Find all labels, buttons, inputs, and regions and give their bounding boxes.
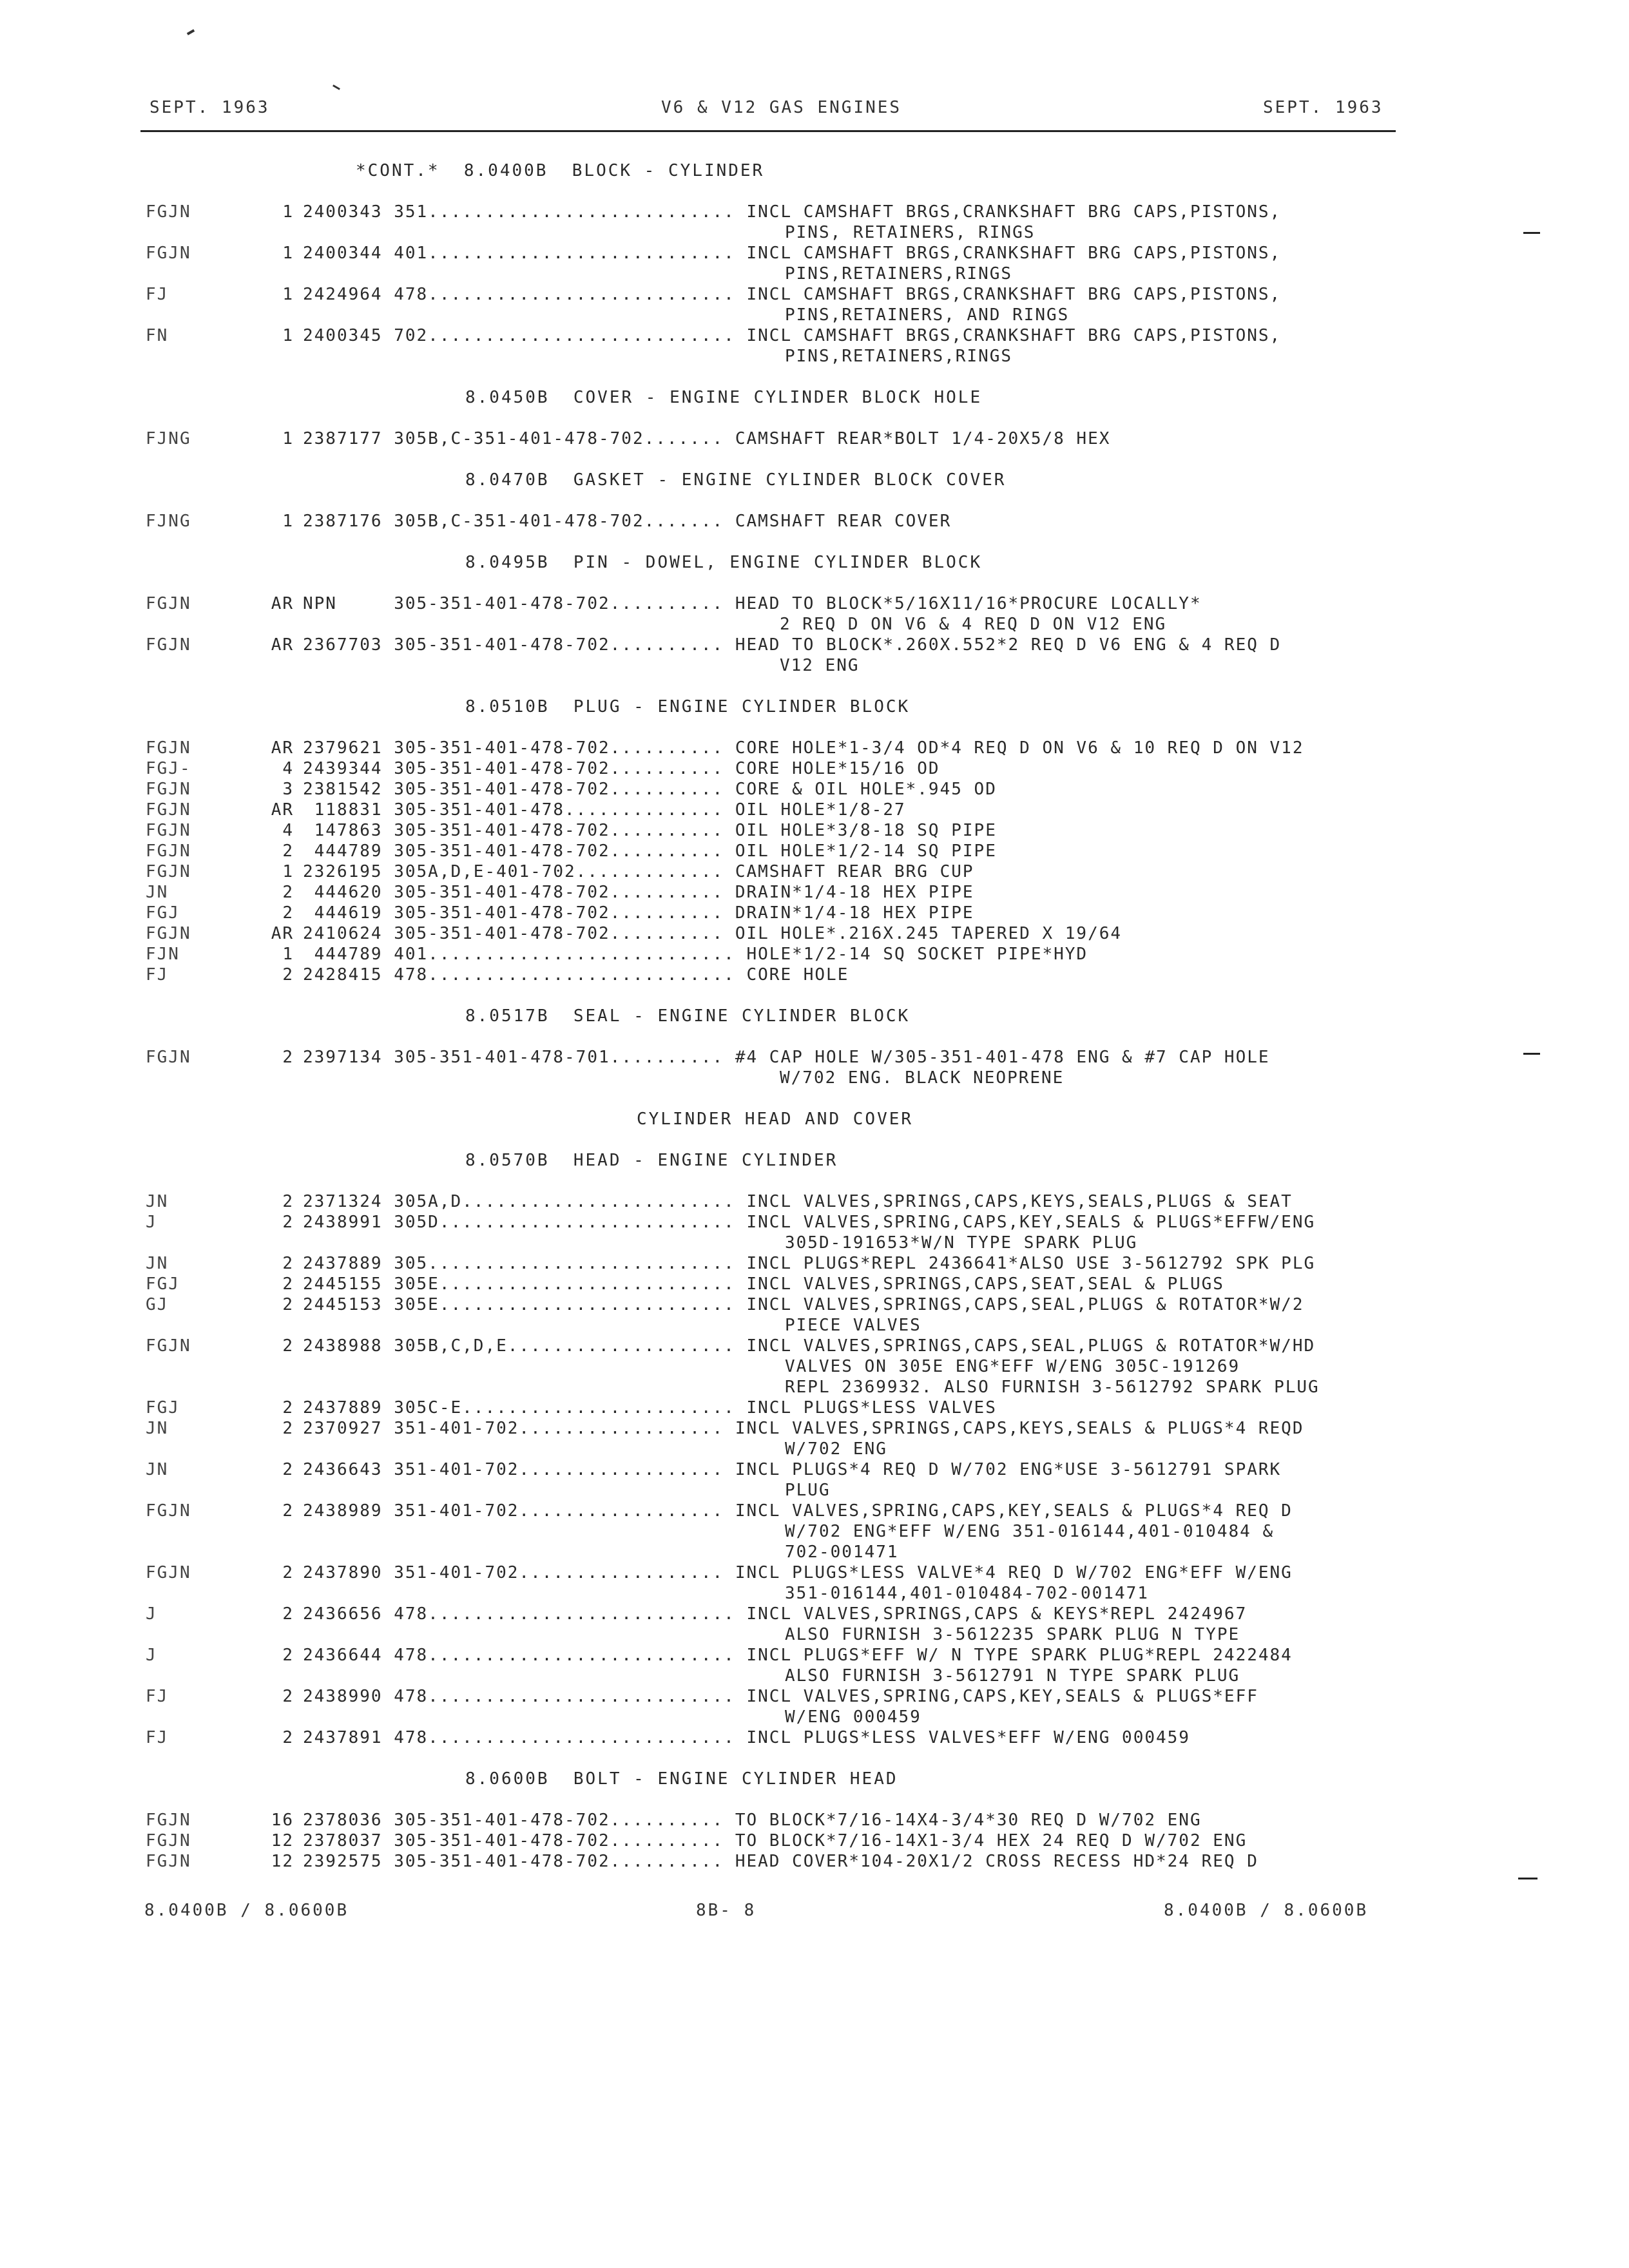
quantity: 3 [282, 780, 294, 799]
model-code: GJ [146, 1295, 169, 1314]
quantity: AR [271, 924, 294, 943]
part-line: 2428415 478........................... CORE HOLE [303, 965, 849, 985]
model-code: FGJN [146, 1852, 191, 1871]
section-title: 8.0450B COVER - ENGINE CYLINDER BLOCK HOLE [465, 388, 983, 407]
quantity: 12 [271, 1831, 294, 1850]
quantity: 16 [271, 1811, 294, 1830]
quantity: 2 [282, 1563, 294, 1582]
part-line: 2400344 401........................... INCL CAMSHAFT BRGS,CRANKSHAFT BRG CAPS,PISTONS, [303, 244, 1282, 263]
model-code: FGJN [146, 738, 191, 758]
quantity: 2 [282, 1254, 294, 1273]
quantity: 2 [282, 903, 294, 923]
section-title: CYLINDER HEAD AND COVER [637, 1110, 914, 1129]
part-line: NPN 305-351-401-478-702.......... HEAD TO BLOCK*5/16X11/16*PROCURE LOCALLY* [303, 594, 1202, 613]
model-code: FJ [146, 1728, 169, 1747]
part-description-continued: PINS, RETAINERS, RINGS [785, 223, 1036, 242]
model-code: FGJ [146, 1398, 180, 1418]
margin-mark [1518, 1878, 1537, 1879]
part-line: 147863 305-351-401-478-702.......... OIL HOLE*3/8-18 SQ PIPE [303, 821, 997, 840]
part-line: 444620 305-351-401-478-702.......... DRAIN*1/4-18 HEX PIPE [303, 883, 974, 902]
quantity: AR [271, 738, 294, 758]
quantity: 2 [282, 841, 294, 861]
quantity: 2 [282, 1728, 294, 1747]
quantity: 2 [282, 1192, 294, 1211]
part-line: 2436643 351-401-702.................. INCL PLUGS*4 REQ D W/702 ENG*USE 3-5612791 SPARK [303, 1460, 1282, 1479]
part-line: 2392575 305-351-401-478-702.......... HEAD COVER*104-20X1/2 CROSS RECESS HD*24 REQ D [303, 1852, 1258, 1871]
part-description-continued: W/702 ENG. BLACK NEOPRENE [780, 1068, 1065, 1088]
model-code: FGJ [146, 1274, 180, 1294]
part-line: 2387177 305B,C-351-401-478-702....... CAMSHAFT REAR*BOLT 1/4-20X5/8 HEX [303, 429, 1111, 448]
model-code: FGJN [146, 841, 191, 861]
part-description-continued: VALVES ON 305E ENG*EFF W/ENG 305C-191269 [785, 1357, 1240, 1376]
section-title: 8.0600B BOLT - ENGINE CYLINDER HEAD [465, 1769, 898, 1789]
model-code: FJ [146, 1687, 169, 1706]
part-line: 2445153 305E.......................... INCL VALVES,SPRINGS,CAPS,SEAL,PLUGS & ROTATOR*W/2 [303, 1295, 1304, 1314]
model-code: FJ [146, 965, 169, 985]
scan-speck [187, 29, 195, 35]
model-code: JN [146, 1254, 169, 1273]
part-line: 118831 305-351-401-478.............. OIL HOLE*1/8-27 [303, 800, 906, 820]
header-date-left: SEPT. 1963 [149, 98, 270, 117]
model-code: J [146, 1646, 157, 1665]
model-code: FGJN [146, 1336, 191, 1356]
quantity: 1 [282, 202, 294, 222]
quantity: 2 [282, 1336, 294, 1356]
part-line: 2378037 305-351-401-478-702.......... TO BLOCK*7/16-14X1-3/4 HEX 24 REQ D W/702 ENG [303, 1831, 1248, 1850]
part-line: 2378036 305-351-401-478-702.......... TO BLOCK*7/16-14X4-3/4*30 REQ D W/702 ENG [303, 1811, 1202, 1830]
part-line: 2438989 351-401-702.................. INCL VALVES,SPRING,CAPS,KEY,SEALS & PLUGS*4 REQ D [303, 1501, 1293, 1521]
quantity: 2 [282, 1274, 294, 1294]
part-line: 2326195 305A,D,E-401-702............. CAMSHAFT REAR BRG CUP [303, 862, 974, 881]
quantity: AR [271, 800, 294, 820]
header-rule [140, 130, 1396, 132]
footer-range-right: 8.0400B / 8.0600B [1164, 1901, 1369, 1920]
part-description-continued: 305D-191653*W/N TYPE SPARK PLUG [785, 1233, 1138, 1253]
quantity: 2 [282, 1048, 294, 1067]
part-line: 2370927 351-401-702.................. INCL VALVES,SPRINGS,CAPS,KEYS,SEALS & PLUGS*4 REQD [303, 1419, 1304, 1438]
header-title: V6 & V12 GAS ENGINES [661, 98, 902, 117]
quantity: 12 [271, 1852, 294, 1871]
section-title: 8.0510B PLUG - ENGINE CYLINDER BLOCK [465, 697, 911, 716]
model-code: FGJN [146, 862, 191, 881]
quantity: 1 [282, 326, 294, 345]
part-description-continued: 702-001471 [785, 1542, 899, 1562]
model-code: FGJN [146, 244, 191, 263]
model-code: FGJN [146, 594, 191, 613]
model-code: FJNG [146, 512, 191, 531]
part-description-continued: W/ENG 000459 [785, 1707, 921, 1727]
footer-range-left: 8.0400B / 8.0600B [144, 1901, 349, 1920]
part-line: 2400343 351........................... INCL CAMSHAFT BRGS,CRANKSHAFT BRG CAPS,PISTONS, [303, 202, 1282, 222]
margin-mark [1523, 232, 1540, 234]
quantity: 4 [282, 759, 294, 778]
quantity: 2 [282, 1604, 294, 1624]
model-code: JN [146, 1192, 169, 1211]
part-description-continued: ALSO FURNISH 3-5612235 SPARK PLUG N TYPE [785, 1625, 1240, 1644]
model-code: FGJN [146, 1563, 191, 1582]
model-code: J [146, 1213, 157, 1232]
quantity: 2 [282, 883, 294, 902]
part-line: 2438991 305D.......................... INCL VALVES,SPRING,CAPS,KEY,SEALS & PLUGS*EFFW/ENG [303, 1213, 1316, 1232]
part-line: 2438990 478........................... INCL VALVES,SPRING,CAPS,KEY,SEALS & PLUGS*EFF [303, 1687, 1258, 1706]
part-description-continued: 2 REQ D ON V6 & 4 REQ D ON V12 ENG [780, 615, 1167, 634]
scan-speck [333, 84, 340, 90]
model-code: FJN [146, 945, 180, 964]
model-code: FGJN [146, 1048, 191, 1067]
part-line: 444789 401........................... HOLE*1/2-14 SQ SOCKET PIPE*HYD [303, 945, 1088, 964]
part-line: 2445155 305E.......................... INCL VALVES,SPRINGS,CAPS,SEAT,SEAL & PLUGS [303, 1274, 1224, 1294]
model-code: FJ [146, 285, 169, 304]
model-code: FGJN [146, 1811, 191, 1830]
model-code: JN [146, 1460, 169, 1479]
part-line: 2424964 478........................... INCL CAMSHAFT BRGS,CRANKSHAFT BRG CAPS,PISTONS, [303, 285, 1282, 304]
model-code: FGJ- [146, 759, 191, 778]
part-line: 444789 305-351-401-478-702.......... OIL HOLE*1/2-14 SQ PIPE [303, 841, 997, 861]
part-line: 2381542 305-351-401-478-702.......... CORE & OIL HOLE*.945 OD [303, 780, 997, 799]
part-description-continued: ALSO FURNISH 3-5612791 N TYPE SPARK PLUG [785, 1666, 1240, 1686]
part-line: 2437889 305C-E........................ INCL PLUGS*LESS VALVES [303, 1398, 997, 1418]
section-title: 8.0470B GASKET - ENGINE CYLINDER BLOCK COVER [465, 470, 1007, 490]
quantity: 2 [282, 1213, 294, 1232]
section-title: *CONT.* 8.0400B BLOCK - CYLINDER [356, 161, 765, 180]
model-code: FGJN [146, 1501, 191, 1521]
model-code: FGJN [146, 821, 191, 840]
part-description-continued: W/702 ENG*EFF W/ENG 351-016144,401-010484 & [785, 1522, 1275, 1541]
part-line: 2437890 351-401-702.................. INCL PLUGS*LESS VALVE*4 REQ D W/702 ENG*EFF W/ENG [303, 1563, 1293, 1582]
part-line: 2410624 305-351-401-478-702.......... OIL HOLE*.216X.245 TAPERED X 19/64 [303, 924, 1123, 943]
part-description-continued: 351-016144,401-010484-702-001471 [785, 1584, 1149, 1603]
quantity: 1 [282, 429, 294, 448]
part-description-continued: V12 ENG [780, 656, 860, 675]
part-description-continued: W/702 ENG [785, 1439, 887, 1459]
quantity: 2 [282, 1419, 294, 1438]
quantity: AR [271, 635, 294, 655]
part-line: 2437889 305........................... INCL PLUGS*REPL 2436641*ALSO USE 3-5612792 SPK PLG [303, 1254, 1316, 1273]
quantity: 2 [282, 1687, 294, 1706]
quantity: 2 [282, 1295, 294, 1314]
part-line: 2438988 305B,C,D,E.................... INCL VALVES,SPRINGS,CAPS,SEAL,PLUGS & ROTATOR*W/HD [303, 1336, 1316, 1356]
model-code: FGJN [146, 635, 191, 655]
quantity: 4 [282, 821, 294, 840]
header-date-right: SEPT. 1963 [1263, 98, 1383, 117]
part-line: 2387176 305B,C-351-401-478-702....... CAMSHAFT REAR COVER [303, 512, 952, 531]
section-title: 8.0517B SEAL - ENGINE CYLINDER BLOCK [465, 1006, 911, 1026]
quantity: 2 [282, 1501, 294, 1521]
model-code: FGJN [146, 924, 191, 943]
part-line: 2437891 478........................... INCL PLUGS*LESS VALVES*EFF W/ENG 000459 [303, 1728, 1190, 1747]
part-line: 2371324 305A,D........................ INCL VALVES,SPRINGS,CAPS,KEYS,SEALS,PLUGS & SEAT [303, 1192, 1293, 1211]
model-code: J [146, 1604, 157, 1624]
quantity: 1 [282, 862, 294, 881]
part-description-continued: PLUG [785, 1481, 831, 1500]
part-line: 2397134 305-351-401-478-701.......... #4 CAP HOLE W/305-351-401-478 ENG & #7 CAP HOLE [303, 1048, 1270, 1067]
section-title: 8.0495B PIN - DOWEL, ENGINE CYLINDER BLOCK [465, 553, 983, 572]
part-description-continued: PINS,RETAINERS,RINGS [785, 347, 1013, 366]
quantity: 1 [282, 285, 294, 304]
part-description-continued: PIECE VALVES [785, 1316, 921, 1335]
part-description-continued: REPL 2369932. ALSO FURNISH 3-5612792 SPARK PLUG [785, 1378, 1320, 1397]
part-line: 2439344 305-351-401-478-702.......... CORE HOLE*15/16 OD [303, 759, 940, 778]
model-code: FGJN [146, 202, 191, 222]
model-code: FN [146, 326, 169, 345]
quantity: AR [271, 594, 294, 613]
model-code: FGJ [146, 903, 180, 923]
part-line: 2436644 478........................... INCL PLUGS*EFF W/ N TYPE SPARK PLUG*REPL 2422484 [303, 1646, 1293, 1665]
quantity: 1 [282, 512, 294, 531]
quantity: 2 [282, 1460, 294, 1479]
quantity: 2 [282, 965, 294, 985]
part-line: 444619 305-351-401-478-702.......... DRAIN*1/4-18 HEX PIPE [303, 903, 974, 923]
quantity: 2 [282, 1398, 294, 1418]
section-title: 8.0570B HEAD - ENGINE CYLINDER [465, 1151, 838, 1170]
part-description-continued: PINS,RETAINERS,RINGS [785, 264, 1013, 284]
part-line: 2379621 305-351-401-478-702.......... CORE HOLE*1-3/4 OD*4 REQ D ON V6 & 10 REQ D ON V12 [303, 738, 1304, 758]
model-code: JN [146, 883, 169, 902]
model-code: FJNG [146, 429, 191, 448]
model-code: JN [146, 1419, 169, 1438]
quantity: 2 [282, 1646, 294, 1665]
part-description-continued: PINS,RETAINERS, AND RINGS [785, 305, 1070, 325]
model-code: FGJN [146, 780, 191, 799]
part-line: 2367703 305-351-401-478-702.......... HEAD TO BLOCK*.260X.552*2 REQ D V6 ENG & 4 REQ D [303, 635, 1282, 655]
page-number: 8B- 8 [696, 1901, 757, 1920]
model-code: FGJN [146, 800, 191, 820]
margin-mark [1523, 1053, 1540, 1055]
model-code: FGJN [146, 1831, 191, 1850]
part-line: 2436656 478........................... INCL VALVES,SPRINGS,CAPS & KEYS*REPL 2424967 [303, 1604, 1248, 1624]
quantity: 1 [282, 244, 294, 263]
quantity: 1 [282, 945, 294, 964]
part-line: 2400345 702........................... INCL CAMSHAFT BRGS,CRANKSHAFT BRG CAPS,PISTONS, [303, 326, 1282, 345]
